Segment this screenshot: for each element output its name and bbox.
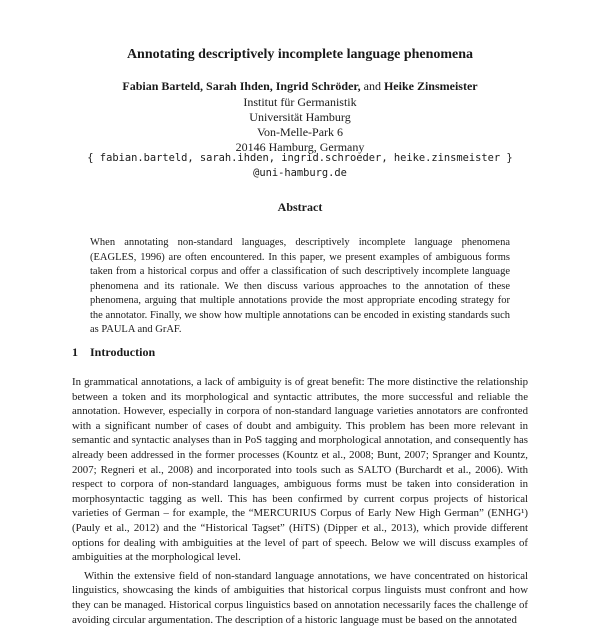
- authors-names: Fabian Barteld, Sarah Ihden, Ingrid Schröder,: [122, 79, 361, 93]
- email-list: { fabian.barteld, sarah.ihden, ingrid.schroeder, heike.zinsmeister }: [87, 152, 513, 164]
- affiliation-institute: Institut für Germanistik: [243, 95, 357, 109]
- email-domain: @uni-hamburg.de: [253, 167, 347, 179]
- section-heading: [72, 345, 155, 360]
- affiliation-street: Von-Melle-Park 6: [256, 125, 344, 139]
- section-body: [72, 375, 528, 627]
- authors-last: Heike Zinsmeister: [383, 79, 478, 93]
- author-list: [0, 79, 600, 94]
- paragraph: In grammatical annotations, a lack of ambiguity is of great benefit: The more distinctive the relationship between a token and its morphological and syntactic attributes, the more successful and reliable the annotation. However, especially in corpora of non-standard language varieties annotators are confronted with a significant number of cases of doubt and ambiguity. This problem has been more relevant in semantic and syntactic analyses than in PoS tagging and morphological annotation, and consequently has already been addressed in the former processes (Kountz et al., 2008; Bunt, 2007; Spranger and Kountz, 2007; Regneri et al., 2008) and incorporated into tools such as SALTO (Burchardt et al., 2006). With respect to corpora of non-standard languages, ambiguous forms must be taken into consideration in morphosyntactic tagging as well. This has been confirmed by current corpus projects of historical varieties of German – for example, the “MERCURIUS Corpus of Early New High German” (ENHG¹) (Pauly et al., 2012) and the “Historical Tagset” (HiTS) (Dipper et al., 2013), which provide different options for dealing with ambiguities at the level of part of speech. Below we will discuss examples of ambiguities at the morphological level.: [72, 376, 528, 564]
- authors-and: and: [363, 79, 381, 93]
- paper-title: Annotating descriptively incomplete language phenomena: [126, 47, 474, 62]
- abstract-text: When annotating non-standard languages, descriptively incomplete language phenomena (EAGLES, 1996) are often encountered. In this paper, we present examples of ambiguous forms taken from a historical corpus and offer a classification of such descriptively incomplete language phenomena and its rationale. We then discuss various approaches to the annotation of these phenomena, arguing that multiple annotations provide the most appropriate encoding strategy for the annotator. Finally, we show how multiple annotations can be encoded in existing standards such as PAULA and GrAF.: [90, 237, 510, 335]
- section-title: Introduction: [90, 345, 156, 359]
- section-number: 1: [72, 345, 78, 359]
- affiliation-university: Universität Hamburg: [249, 110, 351, 124]
- abstract-heading: Abstract: [277, 200, 323, 214]
- paragraph: Within the extensive field of non-standard language annotations, we have concentrated on historical linguistics, showcasing the kinds of ambiguities that historical corpus linguists must confront and how they can be managed. Historical corpus linguistics based on annotation necessarily faces the challenge of avoiding circular argumentation. The description of a historic language must be based on the annotated: [72, 569, 528, 626]
- affiliation-city: 20146 Hamburg, Germany: [235, 140, 365, 154]
